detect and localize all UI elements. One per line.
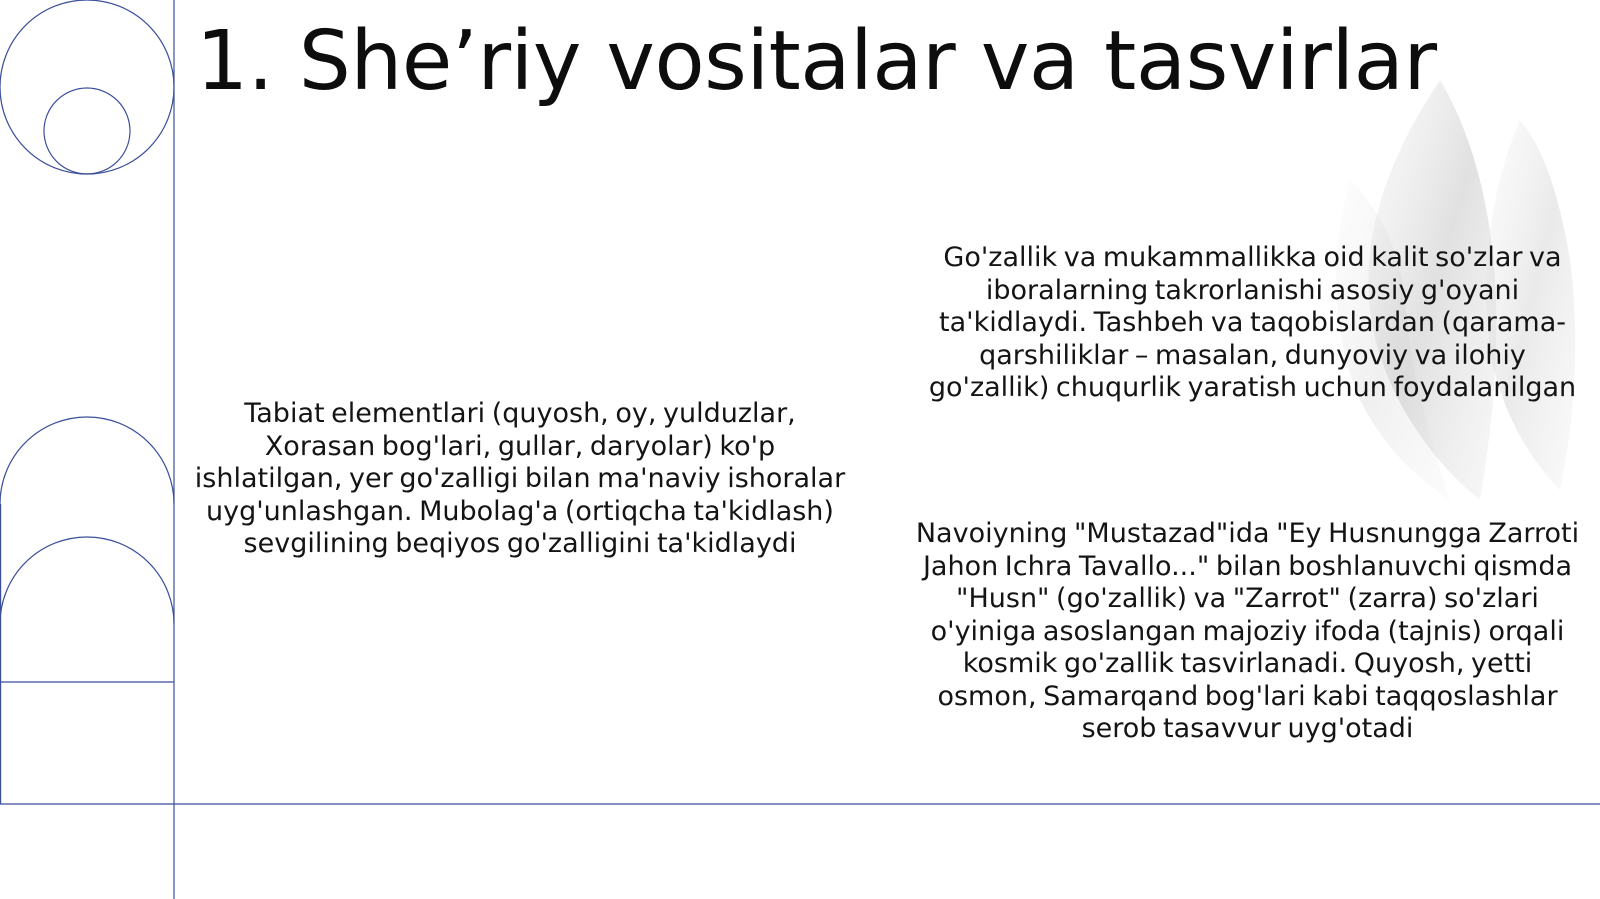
right-text-block-bottom: Navoiyning "Mustazad"ida "Ey Husnungga Zarroti Jahon Ichra Tavallo..." bilan boshlanuvchi qismda "Husn" (go'zallik) va "Zarrot" (zarra) so'zlari o'yiniga asoslangan majoziy ifoda (tajnis) orqali kosmik go'zallik tasvirlanadi. Quyosh, yetti osmon, Samarqand bog'lari kabi taqqoslashlar serob tasavvur uyg'otadi (915, 518, 1580, 744)
slide-title: 1. She’riy vositalar va tasvirlar (196, 14, 1437, 109)
left-text-block: Tabiat elementlari (quyosh, oy, yulduzlar, Xorasan bog'lari, gullar, daryolar) ko'p ishlatilgan, yer go'zalligi bilan ma'naviy ishoralar uyg'unlashgan. Mubolag'a (ortiqcha ta'kidlash) sevgilining beqiyos go'zalligini ta'kidlaydi (194, 398, 846, 559)
lower-arch (0, 537, 174, 624)
right-text-block-top: Go'zallik va mukammallikka oid kalit so'zlar va iboralarning takrorlanishi asosiy g'oyani ta'kidlaydi. Tashbeh va taqobislardan (qarama-qarshiliklar – masalan, dunyoviy va ilohiy go'zallik) chuqurlik yaratish uchun foydalanilgan (928, 242, 1577, 403)
small-circle (44, 88, 130, 174)
upper-arch (0, 417, 174, 504)
large-circle (0, 0, 174, 174)
